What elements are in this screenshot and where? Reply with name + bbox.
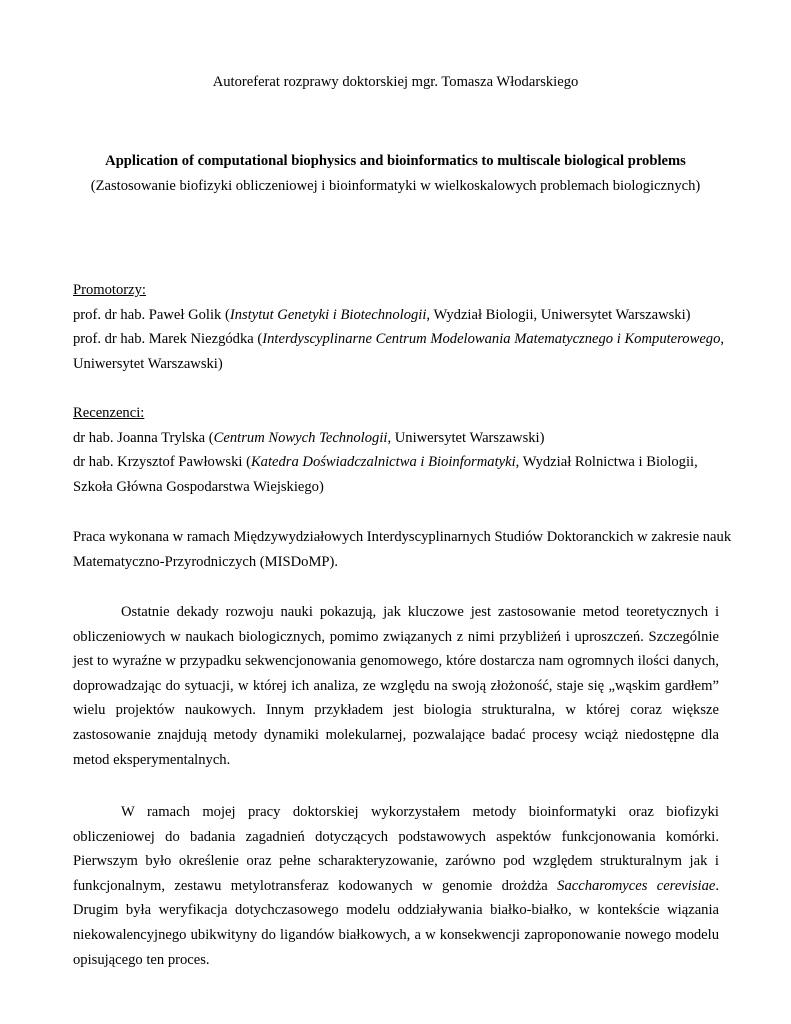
promotors-section xyxy=(73,278,725,376)
promotor-2-name: prof. dr hab. Marek Niezgódka ( xyxy=(73,331,263,348)
reviewer-1-institute: Centrum Nowych Technologii xyxy=(213,429,388,446)
promotor-1 xyxy=(73,303,719,328)
reviewer-1-name: dr hab. Joanna Trylska ( xyxy=(73,429,214,446)
paragraph-2-species: Saccharomyces cerevisiae xyxy=(557,877,716,894)
reviewer-2-university: Szkoła Główna Gospodarstwa Wiejskiego) xyxy=(73,478,324,495)
paragraph-2-before: W ramach mojej pracy doktorskiej wykorzystałem metody bioinformatyki oraz biofizyki obliczeniowej do badania zagadnień dotyczących podstawowych aspektów funkcjonowania komórki. Pierwszym było określenie oraz pełne scharakteryzowanie, zarówno pod względem strukturalnym jak i funkcjonalnym, zestawu metylotransferaz kodowanych w genomie drożdża xyxy=(73,804,719,894)
reviewer-1-affiliation: , Uniwersytet Warszawski) xyxy=(387,429,545,446)
paragraph-2 xyxy=(73,800,719,972)
reviewer-2-institute: Katedra Doświadczalnictwa i Bioinformatyki xyxy=(250,454,516,471)
program-line-2: Matematyczno-Przyrodniczych (MISDoMP). xyxy=(73,553,339,570)
paragraph-1: Ostatnie dekady rozwoju nauki pokazują, jak kluczowe jest zastosowanie metod teoretycznych i obliczeniowych w naukach biologicznych, pomimo związanych z nimi przybliżeń i uproszczeń. Szczególnie jest to wyraźne w przypadku sekwencjonowania genomowego, które dostarcza nam ogromnych ilości danych, doprowadzając do sytuacji, w której ich analiza, ze względu na swoją złożoność, staje się „wąskim gardłem” wielu projektów naukowych. Innym przykładem jest biologia strukturalna, w której coraz większe zastosowanie znajdują metody dynamiki molekularnej, pozwalające badać procesy wciąż niedostępne dla metod eksperymentalnych. xyxy=(73,604,719,768)
thesis-title-polish: (Zastosowanie biofizyki obliczeniowej i bioinformatyki w wielkoskalowych problemach biologicznych) xyxy=(90,177,701,194)
promotor-1-affiliation: , Wydział Biologii, Uniwersytet Warszawski) xyxy=(426,306,691,323)
paragraph-2-after: . Drugim była weryfikacja dotychczasowego modelu oddziaływania białko-białko, w kontekście wiązania niekowalencyjnego ubikwityny do ligandów białkowych, a w konsekwencji zaproponowanie nowego modelu opisującego ten proces. xyxy=(73,877,719,968)
program-section xyxy=(73,525,732,574)
program-line-1: Praca wykonana w ramach Międzywydziałowych Interdyscyplinarnych Studiów Doktoranckich w zakresie nauk xyxy=(73,529,732,545)
promotor-2-university: Uniwersytet Warszawski) xyxy=(73,355,223,372)
reviewer-2 xyxy=(73,450,719,475)
promotor-2-institute: Interdyscyplinarne Centrum Modelowania Matematycznego i Komputerowego xyxy=(262,331,721,348)
title-block xyxy=(60,149,731,198)
reviewers-section xyxy=(73,401,719,499)
reviewer-2-affiliation: , Wydział Rolnictwa i Biologii, xyxy=(515,454,698,471)
document-header: Autoreferat rozprawy doktorskiej mgr. Tomasza Włodarskiego xyxy=(212,74,579,90)
reviewer-1 xyxy=(73,426,719,451)
reviewer-2-name: dr hab. Krzysztof Pawłowski ( xyxy=(73,454,251,471)
promotor-1-institute: Instytut Genetyki i Biotechnologii xyxy=(229,306,427,323)
promotor-2 xyxy=(73,327,725,352)
reviewers-heading: Recenzenci: xyxy=(73,405,145,421)
thesis-title-english: Application of computational biophysics and bioinformatics to multiscale biological problems xyxy=(105,153,686,169)
promotors-heading: Promotorzy: xyxy=(73,282,146,298)
promotor-1-name: prof. dr hab. Paweł Golik ( xyxy=(73,306,230,323)
promotor-2-affiliation: , xyxy=(720,331,725,348)
